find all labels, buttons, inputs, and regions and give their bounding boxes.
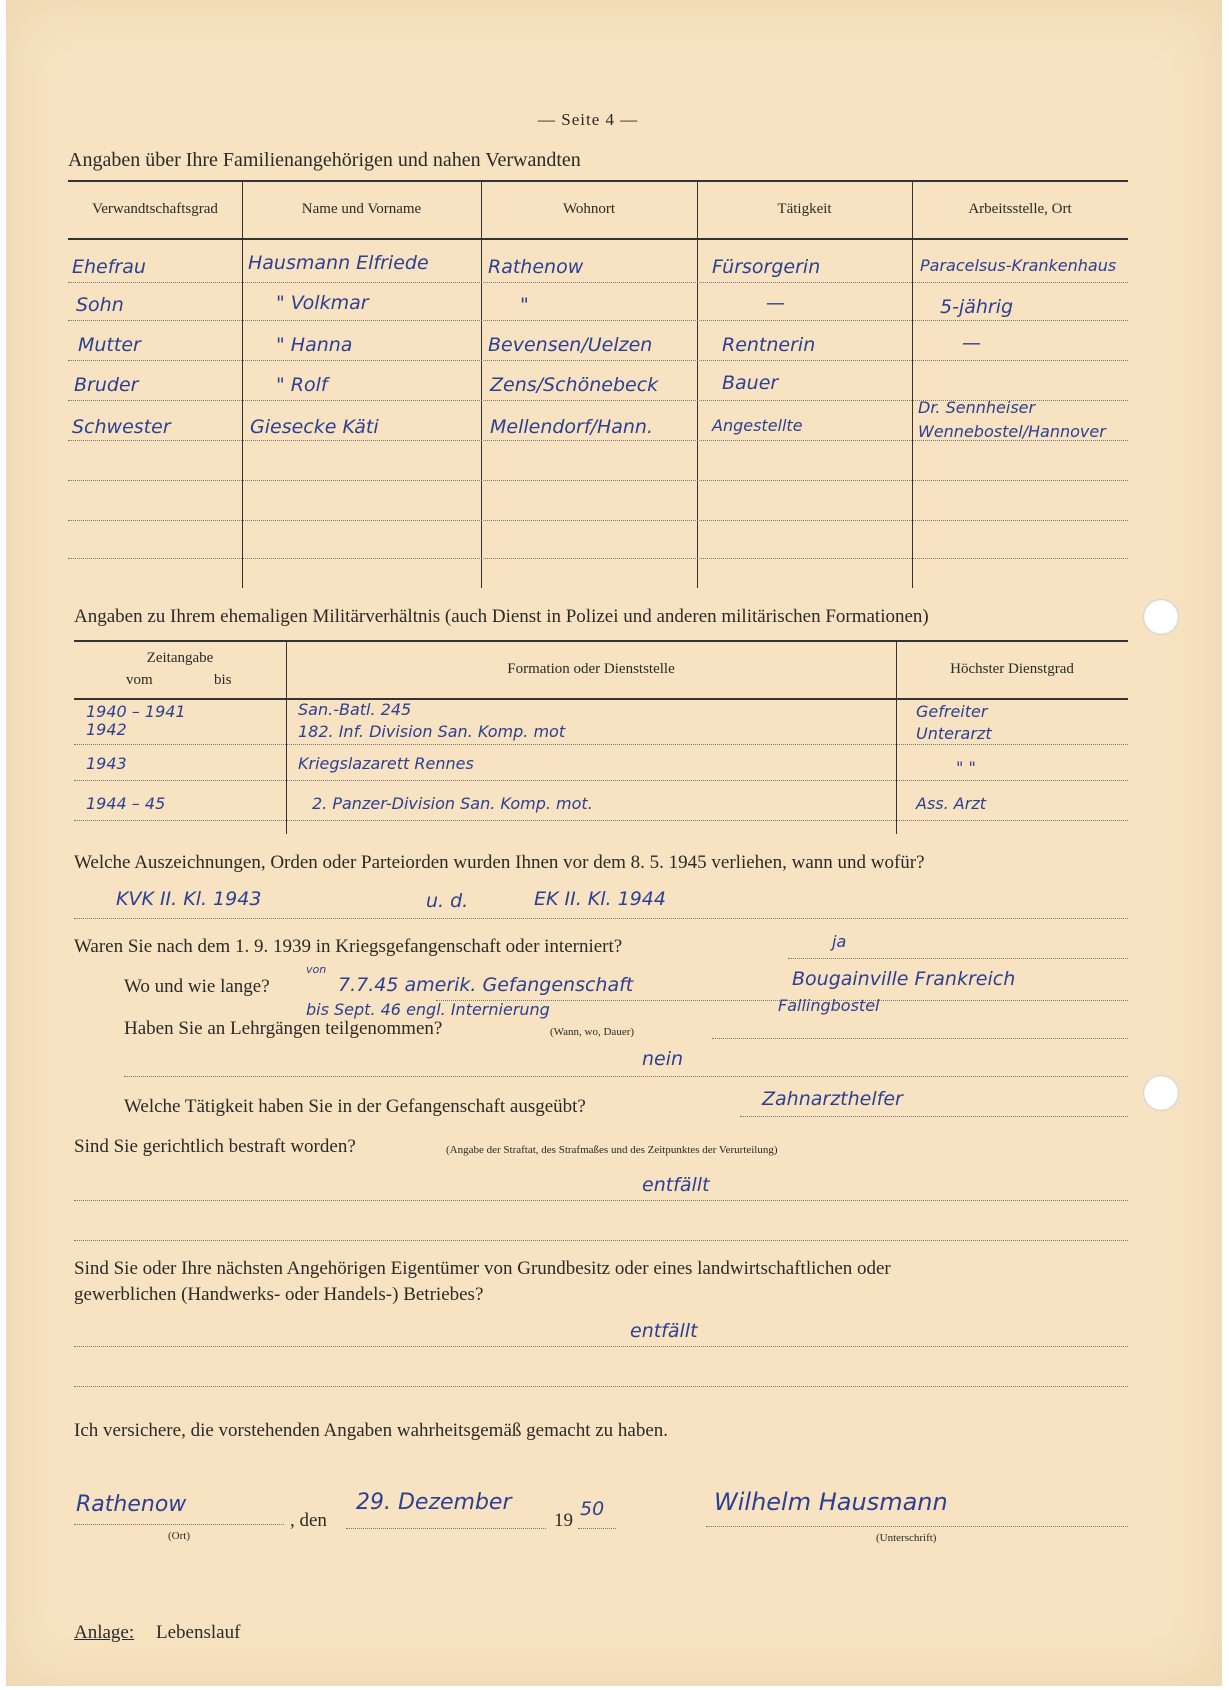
cell-arbeitsstelle: —	[962, 332, 981, 354]
cell-formation: 2. Panzer-Division San. Komp. mot.	[312, 794, 593, 813]
property-question-1: Sind Sie oder Ihre nächsten Angehörigen Eigentümer von Grundbesitz oder eines landwirtschaftlichen oder	[74, 1258, 891, 1279]
awards-answer-2: u. d.	[426, 890, 469, 912]
col-header-to: bis	[214, 672, 232, 688]
cell-taetigkeit: Fürsorgerin	[712, 256, 821, 278]
year-prefix: 19	[554, 1510, 573, 1531]
col-header-formation: Formation oder Dienststelle	[507, 661, 675, 677]
cell-formation: 182. Inf. Division San. Komp. mot	[298, 722, 566, 741]
col-header-taetigkeit: Tätigkeit	[777, 201, 832, 217]
cell-arbeitsstelle: Wennebostel/Hannover	[918, 422, 1106, 441]
cell-grad: Ehefrau	[72, 256, 146, 278]
family-section-title: Angaben über Ihre Familienangehörigen und nahen Verwandten	[68, 149, 581, 171]
cell-rank: " "	[956, 758, 976, 777]
cell-rank: Gefreiter	[916, 702, 988, 721]
cell-wohnort: Mellendorf/Hann.	[490, 416, 654, 438]
cell-taetigkeit: Angestellte	[712, 416, 803, 435]
cell-arbeitsstelle: Dr. Sennheiser	[918, 398, 1036, 417]
cell-arbeitsstelle: 5-jährig	[940, 296, 1014, 318]
convicted-answer: entfällt	[642, 1174, 710, 1196]
cell-taetigkeit: Rentnerin	[722, 334, 816, 356]
awards-question: Welche Auszeichnungen, Orden oder Parteiorden wurden Ihnen vor dem 8. 5. 1945 verliehen, wann und wofür?	[74, 852, 925, 873]
cell-grad: Mutter	[78, 334, 141, 356]
declaration-statement: Ich versichere, die vorstehenden Angaben wahrheitsgemäß gemacht zu haben.	[74, 1420, 669, 1441]
den-label: , den	[290, 1510, 327, 1531]
col-header-arbeitsstelle: Arbeitsstelle, Ort	[968, 201, 1072, 217]
cell-wohnort: "	[520, 294, 529, 316]
cell-formation: Kriegslazarett Rennes	[298, 754, 474, 773]
courses-question: Haben Sie an Lehrgängen teilgenommen?	[124, 1018, 443, 1039]
cell-grad: Schwester	[72, 416, 171, 438]
pow-answer: ja	[832, 932, 847, 951]
where-answer-2: bis Sept. 46 engl. Internierung	[306, 1000, 550, 1019]
cell-formation: San.-Batl. 245	[298, 700, 412, 719]
convicted-hint: (Angabe der Straftat, des Strafmaßes und des Zeitpunktes der Verurteilung)	[446, 1144, 778, 1156]
document-page	[6, 0, 1222, 1686]
where-answer-2b: Fallingbostel	[778, 996, 880, 1015]
where-question: Wo und wie lange?	[124, 976, 270, 997]
cell-name: Giesecke Käti	[250, 416, 379, 438]
cell-time: 1944 – 45	[86, 794, 166, 813]
place-label: (Ort)	[168, 1530, 190, 1542]
military-section-title: Angaben zu Ihrem ehemaligen Militärverhältnis (auch Dienst in Polizei und anderen militärischen Formationen)	[74, 606, 929, 627]
cell-wohnort: Bevensen/Uelzen	[488, 334, 653, 356]
signature-label: (Unterschrift)	[876, 1532, 937, 1544]
courses-hint: (Wann, wo, Dauer)	[550, 1026, 635, 1038]
property-answer: entfällt	[630, 1320, 698, 1342]
where-answer-von: von	[306, 963, 327, 976]
activity-answer: Zahnarzthelfer	[762, 1088, 903, 1110]
cell-arbeitsstelle: Paracelsus-Krankenhaus	[920, 256, 1117, 275]
declaration-place: Rathenow	[76, 1492, 187, 1517]
pow-question: Waren Sie nach dem 1. 9. 1939 in Kriegsgefangenschaft oder interniert?	[74, 936, 623, 957]
cell-name: " Volkmar	[276, 292, 369, 314]
cell-grad: Sohn	[76, 294, 124, 316]
page-number: — Seite 4 —	[538, 110, 639, 129]
awards-answer-3: EK II. Kl. 1944	[534, 888, 666, 910]
cell-time: 1940 – 1941	[86, 702, 186, 721]
cell-time: 1943	[86, 754, 127, 773]
anlage-value: Lebenslauf	[156, 1622, 241, 1643]
convicted-question: Sind Sie gerichtlich bestraft worden?	[74, 1136, 356, 1157]
cell-name: " Hanna	[276, 334, 353, 356]
cell-wohnort: Rathenow	[488, 256, 584, 278]
col-header-name: Name und Vorname	[301, 201, 422, 217]
col-header-time: Zeitangabe	[146, 650, 214, 666]
cell-rank: Ass. Arzt	[916, 794, 986, 813]
cell-time: 1942	[86, 720, 127, 739]
activity-question: Welche Tätigkeit haben Sie in der Gefangenschaft ausgeübt?	[124, 1096, 586, 1117]
col-header-from: vom	[126, 672, 153, 688]
col-header-grad: Verwandtschaftsgrad	[92, 201, 218, 217]
cell-name: " Rolf	[276, 374, 328, 396]
awards-answer-1: KVK II. Kl. 1943	[116, 888, 262, 910]
punch-hole	[1143, 1075, 1179, 1111]
cell-grad: Bruder	[74, 374, 139, 396]
declaration-date: 29. Dezember	[356, 1490, 512, 1515]
year-suffix: 50	[580, 1498, 605, 1520]
cell-taetigkeit: —	[766, 292, 785, 314]
punch-hole	[1143, 599, 1179, 635]
signature: Wilhelm Hausmann	[714, 1488, 948, 1516]
col-header-rank: Höchster Dienstgrad	[950, 661, 1074, 677]
cell-rank: Unterarzt	[916, 724, 992, 743]
anlage-label: Anlage:	[74, 1622, 135, 1643]
cell-name: Hausmann Elfriede	[248, 252, 429, 274]
where-answer-1b: Bougainville Frankreich	[792, 968, 1016, 990]
where-answer-1: 7.7.45 amerik. Gefangenschaft	[338, 974, 634, 996]
cell-taetigkeit: Bauer	[722, 372, 779, 394]
col-header-wohnort: Wohnort	[562, 201, 616, 217]
property-question-2: gewerblichen (Handwerks- oder Handels-) Betriebes?	[74, 1284, 484, 1305]
courses-answer: nein	[642, 1048, 684, 1070]
cell-wohnort: Zens/Schönebeck	[490, 374, 659, 396]
